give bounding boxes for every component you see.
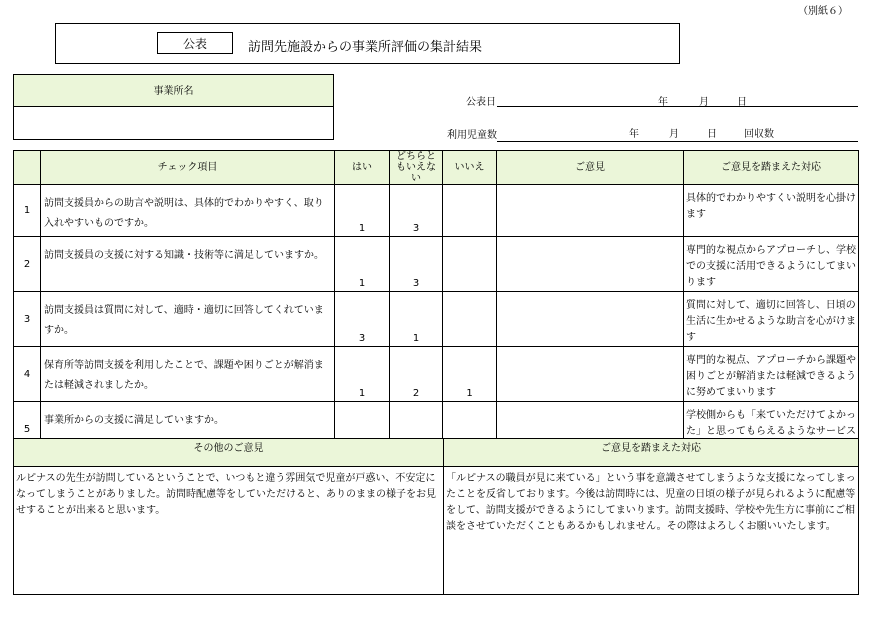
other-response-label: ご意見を踏まえた対応	[444, 439, 859, 467]
other-opinions-label: その他のご意見	[14, 439, 444, 467]
other-opinions-header-row	[14, 439, 859, 467]
office-name-field[interactable]	[13, 107, 334, 140]
row-number: 5	[14, 402, 41, 457]
row-neither-count: 3	[390, 237, 443, 292]
row-number: 3	[14, 292, 41, 347]
row-response: 具体的でわかりやすくい説明を心掛けます	[684, 185, 859, 237]
row-no-count: 1	[443, 347, 497, 402]
row-opinion	[497, 347, 684, 402]
evaluation-table	[13, 150, 859, 457]
title-box	[55, 23, 680, 64]
table-row	[14, 347, 859, 402]
row-opinion	[497, 237, 684, 292]
header-neither-label: どちらともいえない	[396, 151, 436, 184]
users-underline	[497, 141, 858, 142]
header-opinion: ご意見	[497, 151, 684, 185]
row-yes-count: 1	[335, 237, 390, 292]
row-opinion	[497, 292, 684, 347]
published-year: 年	[658, 97, 668, 108]
row-yes-count: 1	[335, 185, 390, 237]
row-neither-count: 2	[390, 347, 443, 402]
public-badge: 公表	[157, 32, 233, 54]
row-question: 事業所からの支援に満足していますか。	[41, 402, 335, 457]
other-opinions-text: ルピナスの先生が訪問しているということで、いつもと違う雰囲気で児童が戸惑い、不安定になってしまうことがありました。訪問時配慮等をしていただけると、ありのままの様子をお見せすることが出来ると思います。	[14, 467, 444, 595]
row-neither-count: 1	[390, 292, 443, 347]
row-response: 専門的な視点、アプローチから課題や困りごとが解消または軽減できるように努めてまいります	[684, 347, 859, 402]
other-opinions-table	[13, 438, 859, 595]
published-day: 日	[737, 97, 747, 108]
users-label: 利用児童数	[447, 130, 497, 141]
row-no-count	[443, 292, 497, 347]
header-number	[14, 151, 41, 185]
table-row	[14, 185, 859, 237]
page-title: 訪問先施設からの事業所評価の集計結果	[248, 40, 483, 55]
office-name-label: 事業所名	[13, 74, 334, 107]
header-no: いいえ	[443, 151, 497, 185]
row-question: 訪問支援員は質問に対して、適時・適切に回答してくれていますか。	[41, 292, 335, 347]
row-number: 2	[14, 237, 41, 292]
row-response: 学校側からも「来ていただけてよかった」と思ってもらえるようなサービス	[684, 402, 859, 457]
users-year: 年	[629, 129, 639, 140]
row-question: 訪問支援員からの助言や説明は、具体的でわかりやすく、取り入れやすいものですか。	[41, 185, 335, 237]
collected-label: 回収数	[744, 129, 774, 140]
row-number: 4	[14, 347, 41, 402]
row-no-count	[443, 185, 497, 237]
published-month: 月	[699, 97, 709, 108]
other-opinions-body-row	[14, 467, 859, 595]
row-yes-count: 3	[335, 292, 390, 347]
users-month: 月	[669, 129, 679, 140]
row-number: 1	[14, 185, 41, 237]
header-neither	[390, 151, 443, 185]
annex-label: （別紙６）	[798, 6, 848, 17]
row-yes-count: 1	[335, 347, 390, 402]
users-day: 日	[707, 129, 717, 140]
other-response-text: 「ルピナスの職員が見に来ている」という事を意識させてしまうような支援になってしまったことを反省しております。今後は訪問時には、児童の日頃の様子が見られるように配慮等をして、訪問支援ができるようにしてまいります。訪問支援時、学校や先生方に事前にご相談をさせていただくこともあるかもしれません。その際はよろしくお願いいたします。	[444, 467, 859, 595]
published-underline	[497, 106, 858, 107]
row-question: 訪問支援員の支援に対する知識・技術等に満足していますか。	[41, 237, 335, 292]
row-response: 専門的な視点からアプローチし、学校での支援に活用できるようにしてまいります	[684, 237, 859, 292]
table-row	[14, 237, 859, 292]
table-header-row	[14, 151, 859, 185]
row-opinion	[497, 185, 684, 237]
header-yes: はい	[335, 151, 390, 185]
table-row	[14, 292, 859, 347]
header-check-item: チェック項目	[41, 151, 335, 185]
row-neither-count: 3	[390, 185, 443, 237]
row-response: 質問に対して、適切に回答し、日頃の生活に生かせるような助言を心がけます	[684, 292, 859, 347]
published-label: 公表日	[466, 97, 496, 108]
row-question: 保育所等訪問支援を利用したことで、課題や困りごとが解消または軽減されましたか。	[41, 347, 335, 402]
row-no-count	[443, 237, 497, 292]
header-response: ご意見を踏まえた対応	[684, 151, 859, 185]
